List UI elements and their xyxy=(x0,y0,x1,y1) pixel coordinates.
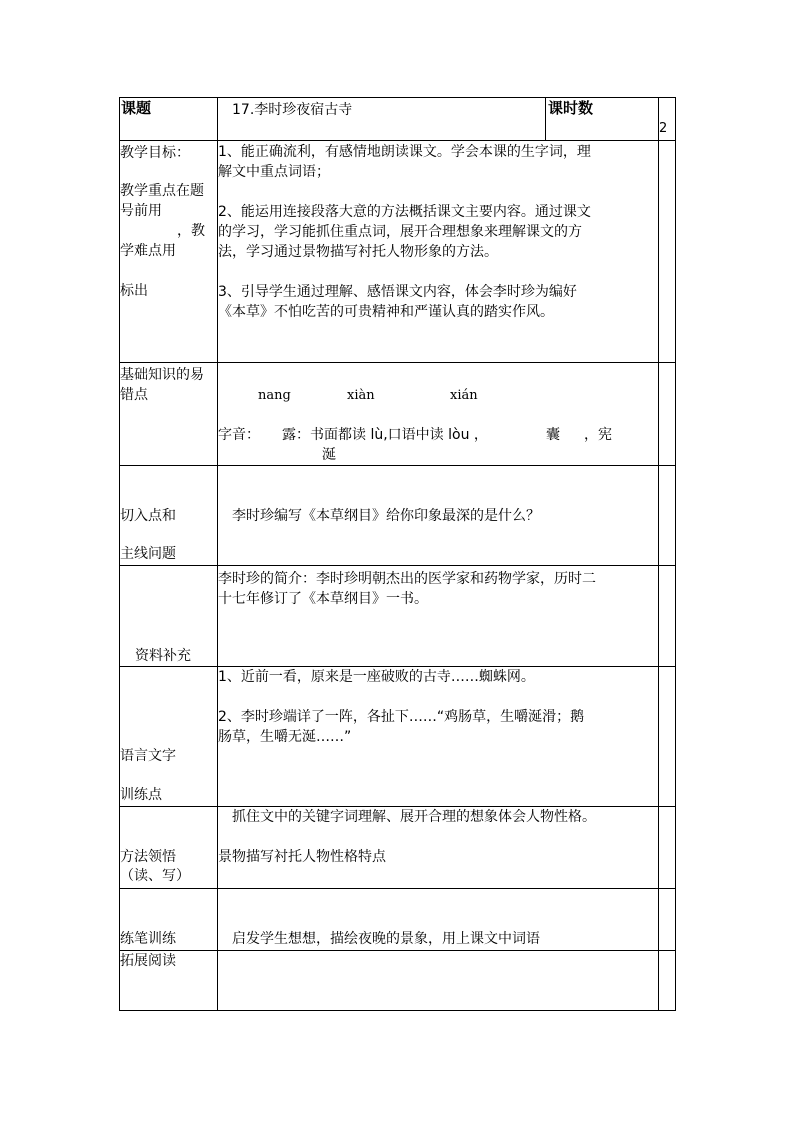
language-item-1: 1、近前一看，原来是一座破败的古寺……蜘蛛网。 xyxy=(218,669,535,685)
pronunciation-nang: 囊 xyxy=(546,427,560,443)
objectives-label-line: ，教 xyxy=(177,223,205,239)
basics-label-line: 基础知识的易 xyxy=(120,367,204,383)
writing-label: 练笔训练 xyxy=(120,931,176,947)
objectives-label-line: 教学目标： xyxy=(120,145,190,161)
pronunciation-lu: 露：书面都读 lù,口语中读 lòu ， xyxy=(282,427,488,443)
lesson-label: 课题 xyxy=(121,99,152,117)
pronunciation-label: 字音： xyxy=(218,427,260,443)
method-text-2: 景物描写衬托人物性格特点 xyxy=(218,849,386,865)
rule-header-bottom xyxy=(119,140,676,141)
rule-language-bottom xyxy=(119,806,676,807)
supplement-text-line: 李时珍的简介：李时珍明朝杰出的医学家和药物学家，历时二 xyxy=(218,571,596,587)
objectives-label-line: 标出 xyxy=(120,283,148,299)
basics-label-line: 错点 xyxy=(120,387,148,403)
goal-3-line: 《本草》不怕吃苦的可贵精神和严谨认真的踏实作风。 xyxy=(218,304,554,320)
language-item-2-line: 2、李时珍端详了一阵，各扯下……“鸡肠草，生嚼涎滑；鹅 xyxy=(218,709,585,725)
pronunciation-xian: ，宪 xyxy=(584,427,612,443)
hours-value: 2 xyxy=(659,121,668,136)
pinyin-nang: nang xyxy=(258,388,291,403)
goal-3-line: 3、引导学生通过理解、感悟课文内容，体会李时珍为编好 xyxy=(218,284,577,300)
rule-entry-bottom xyxy=(119,565,676,566)
goal-2-line: 的学习，学习能抓住重点词，展开合理想象来理解课文的方 xyxy=(218,224,582,240)
extension-label: 拓展阅读 xyxy=(120,953,176,969)
objectives-label-line: 教学重点在题 xyxy=(120,183,204,199)
rule-supplement-bottom xyxy=(119,666,676,667)
rule-method-bottom xyxy=(119,888,676,889)
rule-bottom xyxy=(119,1010,676,1011)
goal-2-line: 法，学习通过景物描写衬托人物形象的方法。 xyxy=(218,244,498,260)
rule-writing-bottom xyxy=(119,950,676,951)
rule-right xyxy=(675,97,676,1011)
objectives-label-line: 学难点用 xyxy=(120,243,176,259)
objectives-label-line: 号前用 xyxy=(120,203,162,219)
language-label-line: 语言文字 xyxy=(120,748,176,764)
rule-title-divider xyxy=(545,97,546,141)
entry-question: 李时珍编写《本草纲目》给你印象最深的是什么？ xyxy=(232,508,540,524)
pronunciation-xian-tail: 涎 xyxy=(322,447,336,463)
method-text-1: 抓住文中的关键字词理解、展开合理的想象体会人物性格。 xyxy=(232,809,596,825)
goal-2-line: 2、能运用连接段落大意的方法概括课文主要内容。通过课文 xyxy=(218,204,591,220)
method-label-line: （读、写） xyxy=(120,868,190,884)
supplement-label: 资料补充 xyxy=(135,648,191,664)
rule-hours-divider xyxy=(658,97,659,1011)
rule-basics-bottom xyxy=(119,465,676,466)
language-item-2-line: 肠草，生嚼无涎……” xyxy=(218,729,352,745)
pinyin-xian-2: xián xyxy=(450,388,478,403)
writing-text: 启发学生想想，描绘夜晚的景象，用上课文中词语 xyxy=(232,931,540,947)
hours-label: 课时数 xyxy=(548,99,594,117)
lesson-title: 17.李时珍夜宿古寺 xyxy=(232,102,353,118)
entry-label-line: 主线问题 xyxy=(120,546,176,562)
language-label-line: 训练点 xyxy=(120,787,162,803)
rule-objectives-bottom xyxy=(119,362,676,363)
rule-top xyxy=(119,97,676,98)
goal-1-line: 1、能正确流利，有感情地朗读课文。学会本课的生字词，理 xyxy=(218,144,591,160)
goal-1-line: 解文中重点词语； xyxy=(218,164,330,180)
method-label-line: 方法领悟 xyxy=(120,849,176,865)
entry-label-line: 切入点和 xyxy=(120,508,176,524)
pinyin-xian-4: xiàn xyxy=(347,388,375,403)
supplement-text-line: 十七年修订了《本草纲目》一书。 xyxy=(218,591,428,607)
